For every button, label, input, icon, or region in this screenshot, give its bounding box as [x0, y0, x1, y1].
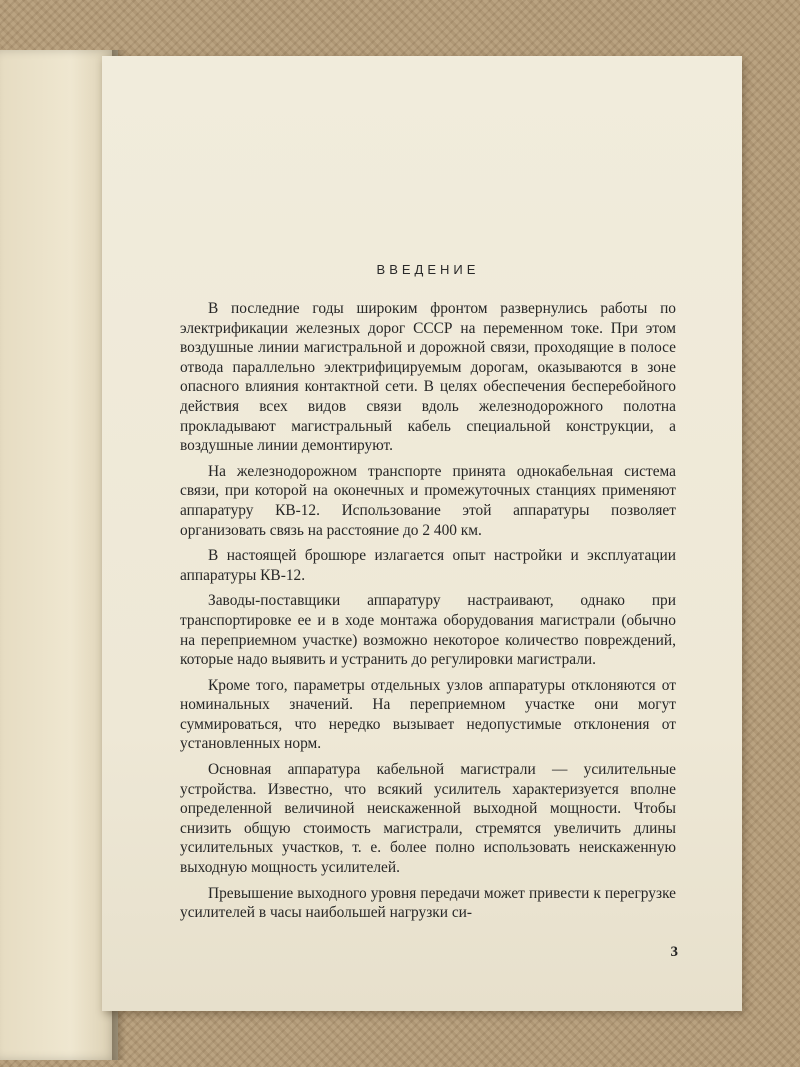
book-page	[102, 56, 742, 1011]
paragraph-1: В последние годы широким фронтом развернулись работы по электрификации железных дорог СССР на переменном токе. При этом воздушные линии магистральной и дорожной связи, проходящие в полосе отвода параллельно электрифицируемым дорогам, оказываются в зоне опасного влияния контактной сети. В целях обеспечения бесперебойного действия всех видов связи вдоль железнодорожного полотна прокладывают магистральный кабель специальной конструкции, а воздушные линии демонтируют.	[180, 300, 676, 455]
paragraph-5: Кроме того, параметры отдельных узлов аппаратуры отклоняются от номинальных значений. На переприемном участке они могут суммироваться, что нередко вызывает недопустимые отклонения от установленных норм.	[180, 676, 676, 753]
paragraph-3: В настоящей брошюре излагается опыт настройки и эксплуатации аппаратуры КВ-12.	[180, 547, 676, 584]
paragraph-2: На железнодорожном транспорте принята однокабельная система связи, при которой на оконечных и промежуточных станциях применяют аппаратуру КВ-12. Использование этой аппаратуры позволяет организовать связь на расстояние до 2 400 км.	[180, 462, 676, 539]
paragraph-7: Превышение выходного уровня передачи может привести к перегрузке усилителей в часы наибольшей нагрузки си-	[180, 884, 676, 922]
left-page-edge	[0, 50, 118, 1060]
paragraph-4: Заводы-поставщики аппаратуру настраивают, однако при транспортировке ее и в ходе монтажа оборудования магистрали (обычно на переприемном участке) возможно некоторое количество повреждений, которые надо выявить и устранить до регулировки магистрали.	[180, 592, 676, 669]
paragraph-6: Основная аппаратура кабельной магистрали — усилительные устройства. Известно, что всякий усилитель характеризуется вполне определенной величиной неискаженной выходной мощности. Чтобы снизить общую стоимость магистрали, стремятся увеличить длины усилительных участков, т. е. более полно использовать неискаженную выходную мощность усилителей.	[180, 761, 676, 877]
chapter-heading: ВВЕДЕНИЕ	[376, 262, 480, 277]
page-number: 3	[670, 944, 678, 960]
page-text	[180, 262, 676, 929]
